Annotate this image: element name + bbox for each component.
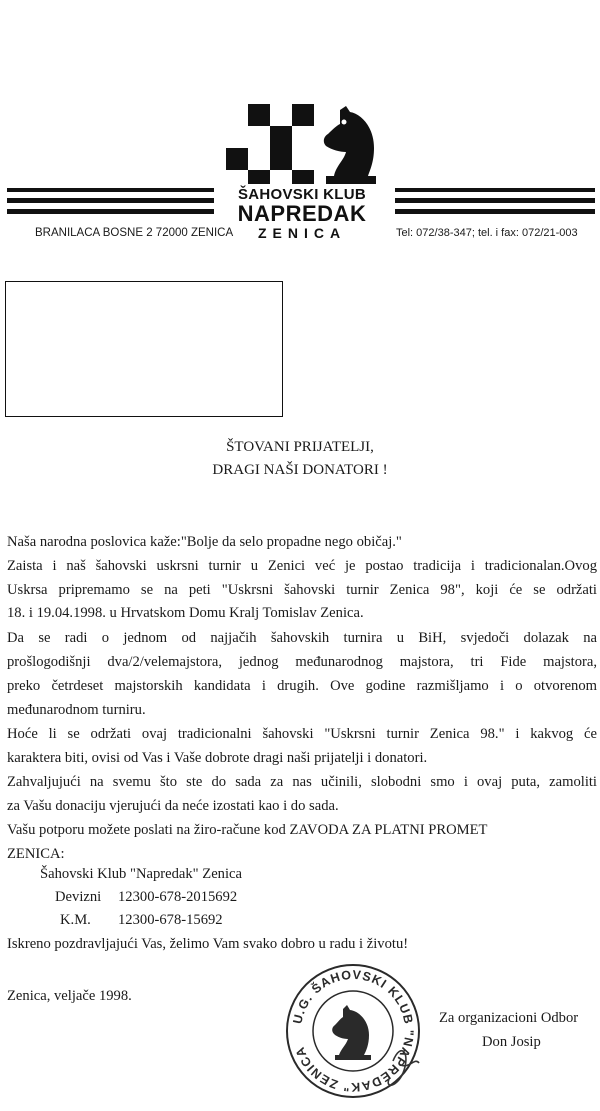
body-line: Zaista i naš šahovski uskrsni turnir u Zenici već je postao tradicija i tradicionalan.Ovog <box>7 558 597 574</box>
salutation-line2: DRAGI NAŠI DONATORI ! <box>212 462 388 478</box>
devizni-account-number: 12300-678-2015692 <box>118 889 238 905</box>
club-name-line1: ŠAHOVSKI KLUB <box>237 186 367 203</box>
club-address: BRANILACA BOSNE 2 72000 ZENICA <box>35 227 234 239</box>
body-line: Da se radi o jednom od najjačih šahovskih turnira u BiH, svjedoči dolazak na <box>7 630 597 646</box>
chess-knight-stamp-icon <box>332 1005 371 1060</box>
header-rule-left-2 <box>7 198 214 203</box>
signatory-name: Don Josip <box>482 1034 541 1050</box>
devizni-label: Devizni <box>55 889 102 905</box>
club-stamp <box>283 961 423 1101</box>
body-line: Naša narodna poslovica kaže:"Bolje da selo propadne nego običaj." <box>7 534 402 550</box>
organization-committee: Za organizacioni Odbor <box>439 1010 579 1026</box>
club-phone: Tel: 072/38-347; tel. i fax: 072/21-003 <box>396 227 578 239</box>
header-rule-right-1 <box>395 188 595 192</box>
km-account-number: 12300-678-15692 <box>118 912 223 928</box>
body-line: 18. i 19.04.1998. u Hrvatskom Domu Kralj Tomislav Zenica. <box>7 605 364 621</box>
body-line: karaktera biti, ovisi od Vas i Vaše dobrote dragi naši prijatelji i donatori. <box>7 750 428 766</box>
body-line: za Vašu donaciju vjerujući da neće izostati kao i do sada. <box>7 798 339 814</box>
recipient-address-box <box>5 281 283 417</box>
body-line: Vašu potporu možete poslati na žiro-račune kod ZAVODA ZA PLATNI PROMET <box>7 822 488 838</box>
header-rule-left-3 <box>7 209 214 214</box>
account-holder: Šahovski Klub "Napredak" Zenica <box>40 866 242 882</box>
svg-text:U.G. ŠAHOVSKI KLUB "NAPREDAK": U.G. ŠAHOVSKI KLUB "NAPREDAK" ZENICA <box>290 967 417 1095</box>
closing-greeting: Iskreno pozdravljajući Vas, želimo Vam svako dobro u radu i životu! <box>7 936 409 952</box>
chess-knight-checkerboard-logo <box>226 104 386 184</box>
km-label: K.M. <box>60 912 91 928</box>
club-name-line3: ZENICA <box>257 225 347 241</box>
header-rule-left-1 <box>7 188 214 192</box>
body-line: preko četrdeset majstorskih kandidata i drugih. Ove godine razmišljamo i o otvorenom <box>7 678 597 694</box>
body-line: prošlogodišnji dva/2/velemajstora, jednog međunarodnog majstora, tri Fide majstora, <box>7 654 597 670</box>
club-name-line2: NAPREDAK <box>237 201 367 226</box>
body-line: Zahvaljujući na svemu što ste do sada za nas učinili, slobodni smo i ovaj puta, zamoliti <box>7 774 597 790</box>
header-rule-right-2 <box>395 198 595 203</box>
body-line: Hoće li se održati ovaj tradicionalni šahovski "Uskrsni turnir Zenica 98." i kakvog će <box>7 726 597 742</box>
body-line: ZENICA: <box>7 846 65 862</box>
body-line: međunarodnom turniru. <box>7 702 146 718</box>
place-date: Zenica, veljače 1998. <box>7 988 132 1004</box>
body-line: Uskrsa pripremamo se na peti "Uskrsni šahovski turnir Zenica 98", koji će se održati <box>7 582 597 598</box>
salutation-line1: ŠTOVANI PRIJATELJI, <box>226 439 374 455</box>
knight-icon <box>322 106 378 184</box>
header-rule-right-3 <box>395 209 595 214</box>
